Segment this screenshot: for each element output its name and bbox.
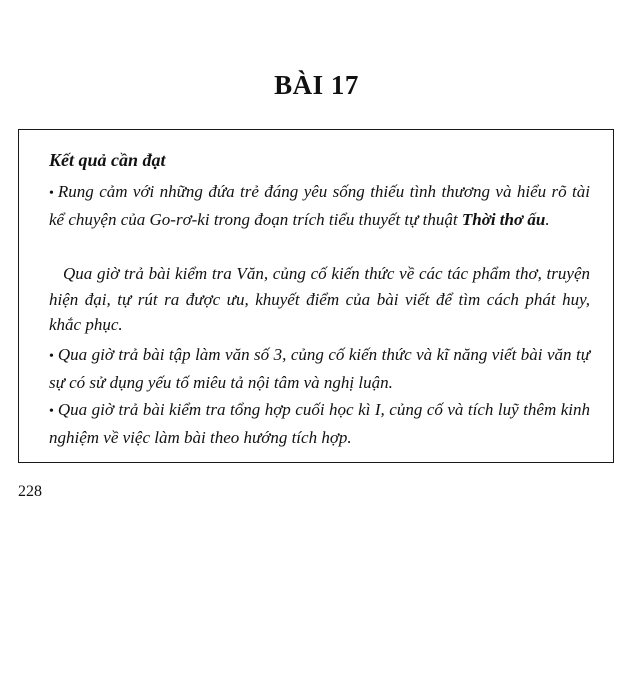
objective-item xyxy=(49,397,590,450)
objectives-box xyxy=(18,129,614,463)
objective-text: Qua giờ trả bài tập làm văn số 3, củng cố kiến thức và kĩ năng viết bài văn tự sự có sử dụng yếu tố miêu tả nội tâm và nghị luận. xyxy=(49,345,590,392)
objective-item xyxy=(49,261,590,338)
objective-tail: . xyxy=(545,209,550,229)
bullet-icon: • xyxy=(49,349,54,364)
lesson-title: BÀI 17 xyxy=(274,70,359,100)
objective-item xyxy=(49,179,590,232)
work-title: Thời thơ ấu xyxy=(461,209,546,229)
objective-text: Qua giờ trả bài kiểm tra tổng hợp cuối học kì I, củng cố và tích luỹ thêm kinh nghiệm về việc làm bài theo hướng tích hợp. xyxy=(49,400,590,447)
objective-item xyxy=(49,342,590,395)
page-number: 228 xyxy=(18,483,42,500)
bullet-icon: • xyxy=(49,404,54,419)
objective-text: Qua giờ trả bài kiểm tra Văn, củng cố kiến thức về các tác phẩm thơ, truyện hiện đại, tự rút ra được ưu, khuyết điểm của bài viết để tìm cách phát huy, khắc phục. xyxy=(49,264,590,334)
objectives-heading: Kết quả cần đạt xyxy=(49,150,166,170)
objective-text: Rung cảm với những đứa trẻ đáng yêu sống thiếu tình thương và hiểu rõ tài kể chuyện của Go-rơ-ki trong đoạn trích tiểu thuyết tự thuật xyxy=(49,182,590,229)
bullet-icon: • xyxy=(49,186,54,201)
